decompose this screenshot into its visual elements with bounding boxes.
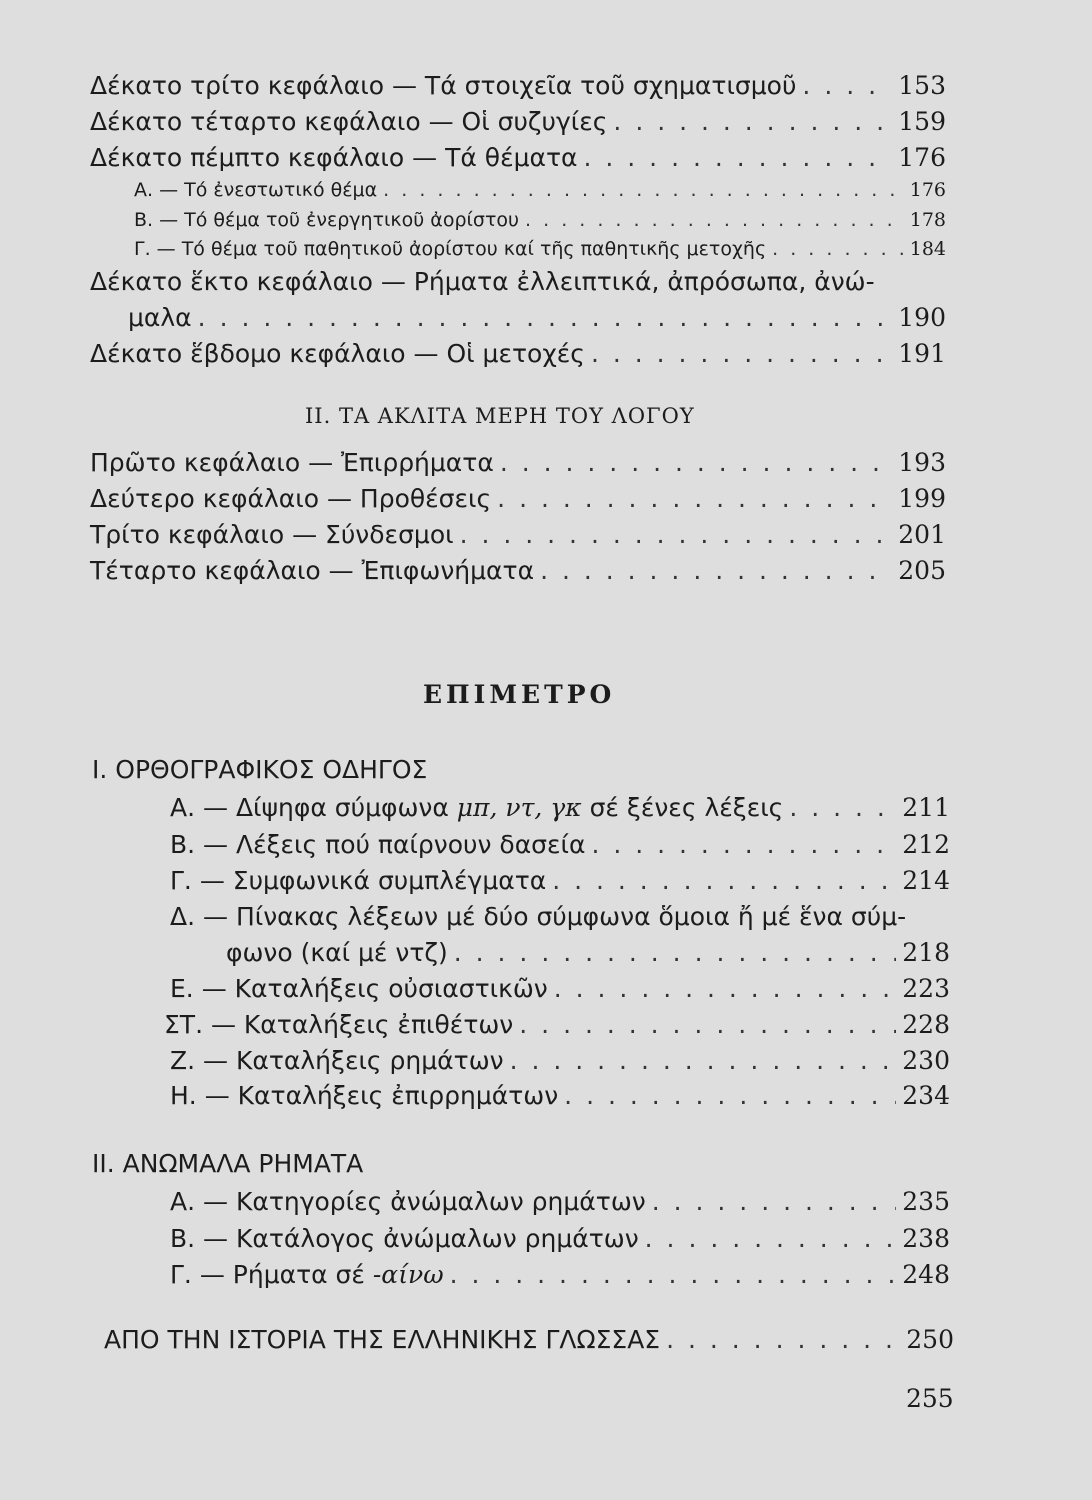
toc-entry-irregular-a[interactable] — [170, 1189, 950, 1214]
appendix-heading: ΕΠΙΜΕΤΡΟ — [423, 680, 616, 709]
toc-entry-chapter-15[interactable] — [90, 145, 946, 170]
toc-entry-ortho-e[interactable] — [170, 976, 950, 1001]
entry-page: 178 — [909, 209, 946, 231]
toc-entry-ortho-d[interactable] — [226, 940, 950, 965]
entry-title: Α. — Τό ἐνεστωτικό θέμα — [134, 179, 378, 201]
entry-page: 191 — [898, 339, 946, 368]
leader-dots — [500, 450, 892, 475]
page-number: 255 — [906, 1384, 954, 1413]
leader-dots — [454, 940, 897, 965]
entry-page: 201 — [898, 520, 946, 549]
toc-entry-chapter-17[interactable] — [90, 341, 946, 366]
entry-title: Ε. — Καταλήξεις οὐσιαστικῶν — [170, 974, 548, 1003]
toc-entry-ortho-b[interactable] — [170, 832, 950, 857]
entry-title: Β. — Κατάλογος ἀνώμαλων ρημάτων — [170, 1224, 639, 1253]
entry-title: μαλα — [128, 303, 192, 332]
leader-dots — [198, 305, 893, 330]
toc-entry-ortho-h[interactable] — [170, 1083, 950, 1108]
leader-dots — [613, 109, 892, 134]
entry-title: φωνο (καί μέ ντζ) — [226, 938, 448, 967]
leader-dots — [591, 341, 892, 366]
leader-dots — [591, 832, 896, 857]
toc-entry-chapter-16[interactable] — [128, 305, 946, 330]
entry-page: 218 — [902, 938, 950, 967]
entry-title: Β. — Τό θέμα τοῦ ἐνεργητικοῦ ἀορίστου — [134, 209, 520, 231]
entry-page: 211 — [902, 793, 950, 822]
entry-page: 184 — [909, 238, 946, 260]
entry-title: Δέκατο ἕβδομο κεφάλαιο — Οἱ μετοχές — [90, 339, 585, 368]
leader-dots — [552, 868, 896, 893]
entry-title: ΑΠΟ ΤΗΝ ΙΣΤΟΡΙΑ ΤΗΣ ΕΛΛΗΝΙΚΗΣ ΓΛΩΣΣΑΣ — [104, 1325, 661, 1354]
leader-dots — [652, 1189, 897, 1214]
leader-dots — [460, 522, 893, 547]
toc-entry-irregular-c[interactable] — [170, 1262, 950, 1287]
entry-page: 238 — [902, 1224, 950, 1253]
entry-title: Δέκατο τρίτο κεφάλαιο — Τά στοιχεῖα τοῦ σχηματισμοῦ — [90, 71, 797, 100]
toc-entry-history[interactable] — [104, 1327, 954, 1352]
toc-entry-prepositions[interactable] — [90, 486, 946, 511]
leader-dots — [554, 976, 897, 1001]
entry-page: 153 — [898, 71, 946, 100]
leader-dots — [584, 145, 893, 170]
toc-entry-ortho-c[interactable] — [170, 868, 950, 893]
toc-entry-ortho-st[interactable] — [164, 1012, 950, 1037]
leader-dots — [540, 558, 892, 583]
toc-entry-chapter-13[interactable] — [90, 73, 946, 98]
entry-title: Γ. — Τό θέμα τοῦ παθητικοῦ ἀορίστου καί τῆς παθητικῆς μετοχῆς — [134, 238, 767, 260]
entry-page: 193 — [898, 448, 946, 477]
entry-page: 250 — [906, 1325, 954, 1354]
leader-dots — [789, 795, 896, 820]
entry-title: ΣΤ. — Καταλήξεις ἐπιθέτων — [164, 1010, 514, 1039]
entry-page: 212 — [902, 830, 950, 859]
entry-page: 248 — [902, 1260, 950, 1289]
entry-title: Δέκατο πέμπτο κεφάλαιο — Τά θέματα — [90, 143, 578, 172]
italic-suffix: -αίνω — [372, 1260, 444, 1289]
toc-entry-conjunctions[interactable] — [90, 522, 946, 547]
italic-digraphs: μπ, ντ, γκ — [456, 793, 582, 822]
toc-entry-ortho-d-line1: Δ. — Πίνακας λέξεων μέ δύο σύμφωνα ὅμοια ἤ μέ ἕνα σύμ- — [170, 902, 907, 931]
entry-page: 190 — [898, 303, 946, 332]
entry-page: 159 — [898, 107, 946, 136]
entry-page: 205 — [898, 556, 946, 585]
toc-entry-chapter-14[interactable] — [90, 109, 946, 134]
section-heading-orthography: Ι. ΟΡΘΟΓΡΑΦΙΚΟΣ ΟΔΗΓΟΣ — [92, 755, 428, 784]
toc-subentry-a[interactable] — [134, 181, 946, 200]
section-heading-irregular-verbs: ΙΙ. ΑΝΩΜΑΛΑ ΡΗΜΑΤΑ — [92, 1149, 364, 1178]
leader-dots — [564, 1083, 896, 1108]
entry-page: 228 — [902, 1010, 950, 1039]
entry-title: Τρίτο κεφάλαιο — Σύνδεσμοι — [90, 520, 454, 549]
leader-dots — [383, 181, 904, 200]
section-heading-indeclinable: ΙΙ. ΤΑ ΑΚΛΙΤΑ ΜΕΡΗ ΤΟΥ ΛΟΓΟΥ — [305, 404, 695, 428]
leader-dots — [772, 240, 904, 259]
leader-dots — [525, 211, 904, 230]
toc-entry-ortho-z[interactable] — [170, 1048, 950, 1073]
entry-page: 214 — [902, 866, 950, 895]
entry-title: Τέταρτο κεφάλαιο — Ἐπιφωνήματα — [90, 556, 535, 585]
toc-subentry-c[interactable] — [134, 240, 946, 259]
leader-dots — [645, 1226, 897, 1251]
entry-page: 176 — [909, 179, 946, 201]
entry-title: Α. — Κατηγορίες ἀνώμαλων ρημάτων — [170, 1187, 646, 1216]
toc-entry-interjections[interactable] — [90, 558, 946, 583]
entry-page: 230 — [902, 1046, 950, 1075]
leader-dots — [802, 73, 892, 98]
leader-dots — [519, 1012, 896, 1037]
toc-entry-irregular-b[interactable] — [170, 1226, 950, 1251]
entry-title: Δεύτερο κεφάλαιο — Προθέσεις — [90, 484, 492, 513]
leader-dots — [450, 1262, 897, 1287]
entry-title: Ζ. — Καταλήξεις ρημάτων — [170, 1046, 504, 1075]
toc-entry-adverbs[interactable] — [90, 450, 946, 475]
toc-entry-chapter-16-line1: Δέκατο ἕκτο κεφάλαιο — Ρήματα ἐλλειπτικά, ἀπρόσωπα, ἀνώ- — [90, 267, 875, 296]
entry-page: 234 — [902, 1081, 950, 1110]
entry-page: 235 — [902, 1187, 950, 1216]
entry-page: 199 — [898, 484, 946, 513]
leader-dots — [497, 486, 892, 511]
entry-page: 223 — [902, 974, 950, 1003]
entry-title: Δέκατο τέταρτο κεφάλαιο — Οἱ συζυγίες — [90, 107, 608, 136]
toc-entry-ortho-a[interactable] — [170, 795, 950, 820]
entry-title: Γ. — Συμφωνικά συμπλέγματα — [170, 866, 547, 895]
leader-dots — [666, 1327, 900, 1352]
entry-title: Γ. — Ρήματα σέ -αίνω — [170, 1260, 444, 1289]
entry-title: Η. — Καταλήξεις ἐπιρρημάτων — [170, 1081, 559, 1110]
toc-subentry-b[interactable] — [134, 211, 946, 230]
entry-page: 176 — [898, 143, 946, 172]
leader-dots — [510, 1048, 897, 1073]
entry-title: Α. — Δίψηφα σύμφωνα μπ, ντ, γκ σέ ξένες λέξεις — [170, 793, 784, 822]
entry-title: Πρῶτο κεφάλαιο — Ἐπιρρήματα — [90, 448, 494, 477]
entry-title: Β. — Λέξεις πού παίρνουν δασεία — [170, 830, 586, 859]
